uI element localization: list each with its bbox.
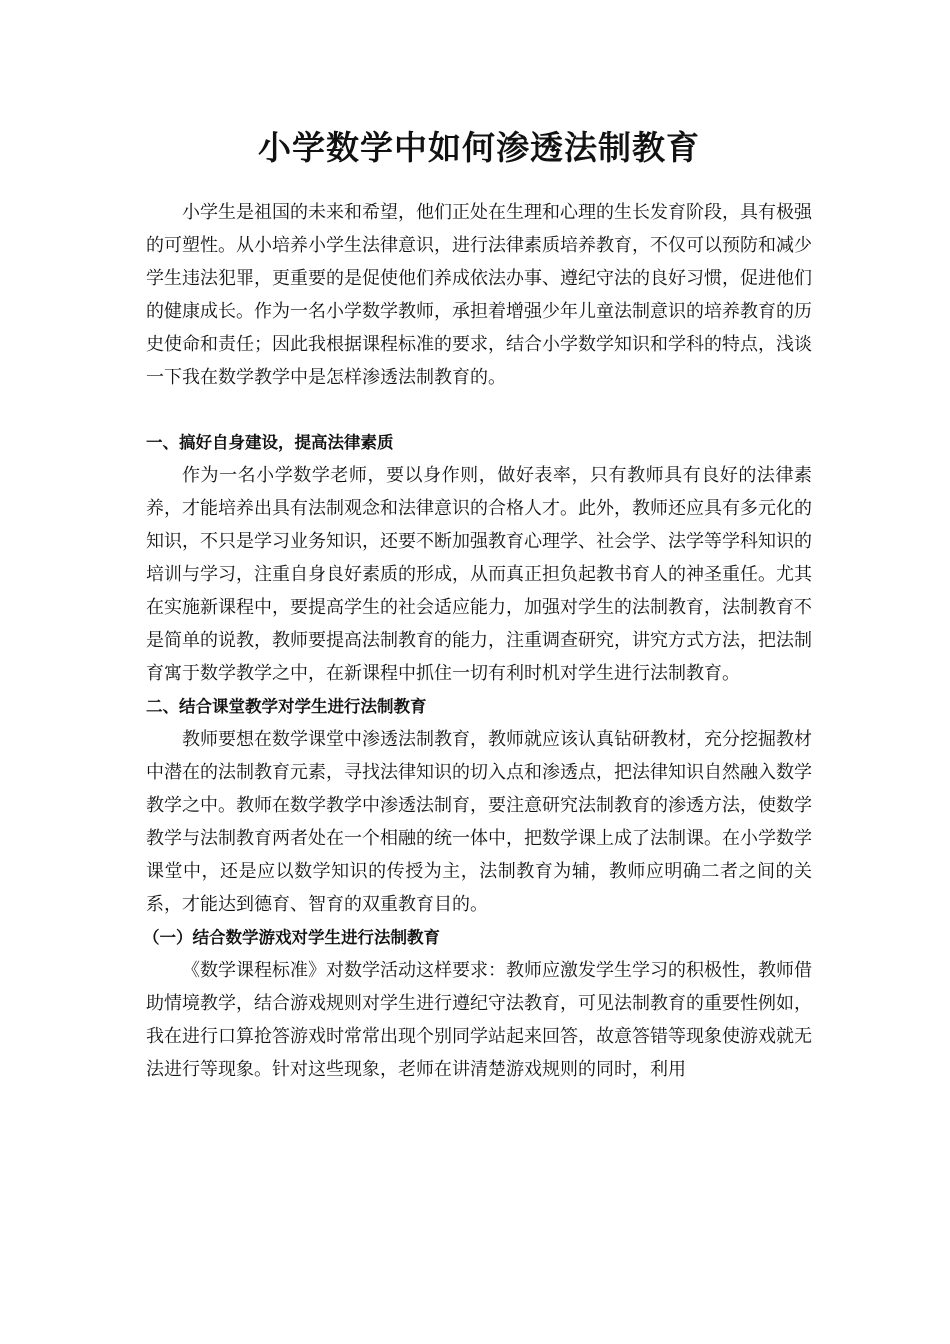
section-1-paragraph: 作为一名小学数学老师，要以身作则，做好表率，只有教师具有良好的法律素养，才能培养出具有法制观念和法律意识的合格人才。此外，教师还应具有多元化的知识，不只是学习业务知识，还要不断加强教育心理学、社会学、法学等学科知识的培训与学习，注重自身良好素质的形成，从而真正担负起教书育人的神圣重任。尤其在实施新课程中，要提高学生的社会适应能力，加强对学生的法制教育，法制教育不是简单的说教，教师要提高法制教育的能力，注重调查研究，讲究方式方法，把法制育寓于数学教学之中，在新课程中抓住一切有利时机对学生进行法制教育。 (146, 465, 812, 684)
subsection-2-1-heading: （一）结合数学游戏对学生进行法制教育 (143, 928, 440, 947)
section-1-heading: 一、搞好自身建设，提高法律素质 (146, 433, 394, 452)
section-2-heading: 二、结合课堂教学对学生进行法制教育 (146, 697, 427, 716)
intro-paragraph: 小学生是祖国的未来和希望，他们正处在生理和心理的生长发育阶段，具有极强的可塑性。从小培养小学生法律意识，进行法律素质培养教育，不仅可以预防和减少学生违法犯罪，更重要的是促使他们养成依法办事、遵纪守法的良好习惯，促进他们的健康成长。作为一名小学数学教师，承担着增强少年儿童法制意识的培养教育的历史使命和责任；因此我根据课程标准的要求，结合小学数学知识和学科的特点，浅谈一下我在数学教学中是怎样渗透法制教育的。 (146, 202, 812, 388)
section-2-paragraph: 教师要想在数学课堂中渗透法制教育，教师就应该认真钻研教材，充分挖掘教材中潜在的法制教育元素，寻找法律知识的切入点和渗透点，把法律知识自然融入数学教学之中。教师在数学教学中渗透法制育，要注意研究法制教育的渗透方法，使数学教学与法制教育两者处在一个相融的统一体中，把数学课上成了法制课。在小学数学课堂中，还是应以数学知识的传授为主，法制教育为辅，教师应明确二者之间的关系，才能达到德育、智育的双重教育目的。 (146, 729, 812, 915)
subsection-2-1-paragraph: 《数学课程标准》对数学活动这样要求：教师应激发学生学习的积极性，教师借助情境教学，结合游戏规则对学生进行遵纪守法教育，可见法制教育的重要性例如，我在进行口算抢答游戏时常常出现个别同学站起来回答，故意答错等现象使游戏就无法进行等现象。针对这些现象，老师在讲清楚游戏规则的同时，利用 (146, 960, 812, 1080)
document-title: 小学数学中如何渗透法制教育 (258, 128, 700, 167)
